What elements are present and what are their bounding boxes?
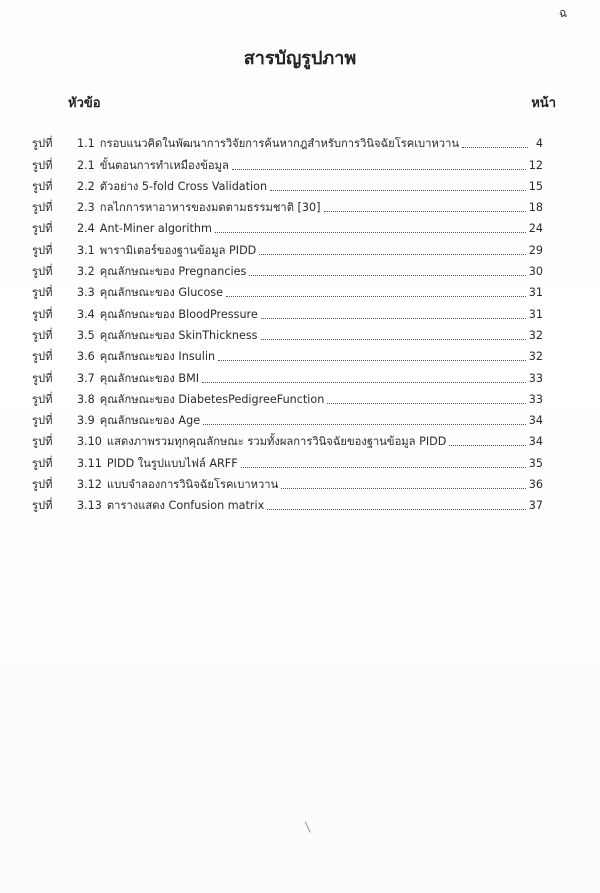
- page-title: สารบัญรูปภาพ: [243, 48, 357, 69]
- figure-entry-page: 24: [528, 222, 543, 236]
- dot-leader: [215, 231, 526, 233]
- dot-leader: [449, 444, 525, 446]
- figure-entry-prefix: รูปที่: [32, 371, 53, 385]
- figure-entry-prefix: รูปที่: [32, 243, 53, 257]
- figure-entry-title: พารามิเตอร์ของฐานข้อมูล PIDD: [99, 243, 257, 257]
- figure-entry-title: คุณลักษณะของ Age: [99, 414, 201, 428]
- figure-entry: [32, 215, 543, 236]
- figure-entry-number: 3.12: [77, 478, 102, 492]
- dot-leader: [226, 295, 526, 297]
- dot-leader: [202, 381, 526, 383]
- figure-entry: [32, 194, 543, 215]
- figure-entry-page: 34: [528, 435, 543, 449]
- figure-entry-page: 34: [528, 414, 543, 428]
- page-column-header: หน้า: [531, 96, 556, 111]
- figure-entry-page: 31: [528, 286, 543, 300]
- figure-entry-title: กลไกการหาอาหารของมดตามธรรมชาติ [30]: [99, 201, 321, 215]
- figure-entry-number: 3.10: [77, 435, 102, 449]
- figure-entry-title: คุณลักษณะของ SkinThickness: [99, 328, 258, 342]
- figure-entry-page: 36: [528, 478, 543, 492]
- figure-entry-number: 3.13: [77, 499, 102, 513]
- dot-leader: [203, 423, 526, 425]
- figure-entry-title: ตารางแสดง Confusion matrix: [106, 499, 265, 513]
- figure-entry-page: 18: [528, 201, 543, 215]
- figure-entry-prefix: รูปที่: [32, 179, 53, 193]
- figure-entry: [32, 364, 543, 385]
- figure-entry-title: แบบจำลองการวินิจฉัยโรคเบาหวาน: [106, 478, 279, 492]
- dot-leader: [462, 146, 528, 148]
- dot-leader: [261, 338, 526, 340]
- figure-entry-page: 15: [528, 179, 543, 193]
- figure-entry-number: 3.8: [77, 392, 95, 406]
- dot-leader: [218, 359, 526, 361]
- figure-entry-prefix: รูปที่: [32, 350, 53, 364]
- figure-entry-number: 1.1: [77, 137, 95, 151]
- figure-entry-prefix: รูปที่: [32, 414, 53, 428]
- figure-entry-page: 33: [528, 392, 543, 406]
- figure-entry-number: 3.1: [77, 243, 95, 257]
- figure-entry-number: 2.2: [77, 179, 95, 193]
- dot-leader: [281, 487, 526, 489]
- figure-entry-page: 29: [528, 243, 543, 257]
- figure-entry-title: คุณลักษณะของ Pregnancies: [99, 265, 247, 279]
- figure-entry: [32, 386, 543, 407]
- figure-entry-page: 4: [535, 137, 543, 151]
- figure-entry-prefix: รูปที่: [32, 435, 53, 449]
- topic-column-header: หัวข้อ: [68, 96, 101, 111]
- figure-entry: [32, 407, 543, 428]
- figure-entry-page: 32: [528, 328, 543, 342]
- dot-leader: [232, 168, 526, 170]
- dot-leader: [267, 508, 526, 510]
- figure-entry-title: คุณลักษณะของ BMI: [99, 371, 200, 385]
- figure-list: [32, 130, 543, 513]
- figure-entry-number: 3.2: [77, 265, 95, 279]
- figure-entry-prefix: รูปที่: [32, 201, 53, 215]
- figure-entry: [32, 322, 543, 343]
- figure-entry-number: 3.9: [77, 414, 95, 428]
- figure-entry-prefix: รูปที่: [32, 265, 53, 279]
- figure-entry-prefix: รูปที่: [32, 499, 53, 513]
- figure-entry-number: 3.4: [77, 307, 95, 321]
- figure-entry-page: 35: [528, 456, 543, 470]
- figure-entry: [32, 236, 543, 257]
- figure-entry-number: 3.5: [77, 328, 95, 342]
- scan-mark: [305, 819, 316, 832]
- figure-entry-number: 3.3: [77, 286, 95, 300]
- figure-entry-title: Ant-Miner algorithm: [99, 222, 212, 236]
- figure-entry-prefix: รูปที่: [32, 137, 53, 151]
- figure-entry-prefix: รูปที่: [32, 392, 53, 406]
- figure-entry-number: 3.11: [77, 456, 102, 470]
- figure-entry-number: 3.7: [77, 371, 95, 385]
- figure-entry-number: 2.3: [77, 201, 95, 215]
- figure-entry-prefix: รูปที่: [32, 222, 53, 236]
- figure-entry: [32, 300, 543, 321]
- figure-entry-number: 3.6: [77, 350, 95, 364]
- dot-leader: [327, 402, 525, 404]
- figure-entry: [32, 151, 543, 172]
- figure-entry: [32, 343, 543, 364]
- figure-entry-prefix: รูปที่: [32, 456, 53, 470]
- figure-entry-title: แสดงภาพรวมทุกคุณลักษณะ รวมทั้งผลการวินิจฉัยของฐานข้อมูล PIDD: [106, 435, 447, 449]
- figure-entry-prefix: รูปที่: [32, 478, 53, 492]
- figure-entry-prefix: รูปที่: [32, 286, 53, 300]
- figure-entry-title: คุณลักษณะของ BloodPressure: [99, 307, 258, 321]
- figure-entry-title: ตัวอย่าง 5-fold Cross Validation: [99, 179, 268, 193]
- page-number: ฉ: [558, 6, 567, 20]
- figure-entry-page: 32: [528, 350, 543, 364]
- figure-entry-title: PIDD ในรูปแบบไฟล์ ARFF: [106, 456, 238, 470]
- figure-entry-prefix: รูปที่: [32, 307, 53, 321]
- figure-entry-number: 2.1: [77, 158, 95, 172]
- dot-leader: [249, 274, 525, 276]
- figure-entry-title: กรอบแนวคิดในพัฒนาการวิจัยการค้นหากฎสำหรับการวินิจฉัยโรคเบาหวาน: [99, 137, 460, 151]
- dot-leader: [259, 253, 525, 255]
- figure-entry-page: 12: [528, 158, 543, 172]
- figure-entry: [32, 449, 543, 470]
- figure-entry: [32, 492, 543, 513]
- figure-entry-page: 37: [528, 499, 543, 513]
- figure-entry-page: 33: [528, 371, 543, 385]
- figure-entry-title: คุณลักษณะของ DiabetesPedigreeFunction: [99, 392, 325, 406]
- figure-entry-title: ขั้นตอนการทำเหมืองข้อมูล: [99, 158, 229, 172]
- figure-entry-page: 30: [528, 265, 543, 279]
- figure-entry-title: คุณลักษณะของ Glucose: [99, 286, 224, 300]
- figure-entry: [32, 130, 543, 151]
- figure-entry-page: 31: [528, 307, 543, 321]
- figure-entry-prefix: รูปที่: [32, 328, 53, 342]
- dot-leader: [270, 189, 526, 191]
- figure-entry: [32, 471, 543, 492]
- dot-leader: [241, 466, 526, 468]
- figure-entry: [32, 173, 543, 194]
- figure-entry: [32, 258, 543, 279]
- dot-leader: [324, 210, 526, 212]
- figure-entry-prefix: รูปที่: [32, 158, 53, 172]
- dot-leader: [261, 317, 526, 319]
- figure-entry: [32, 428, 543, 449]
- figure-entry-title: คุณลักษณะของ Insulin: [99, 350, 216, 364]
- figure-entry: [32, 279, 543, 300]
- figure-entry-number: 2.4: [77, 222, 95, 236]
